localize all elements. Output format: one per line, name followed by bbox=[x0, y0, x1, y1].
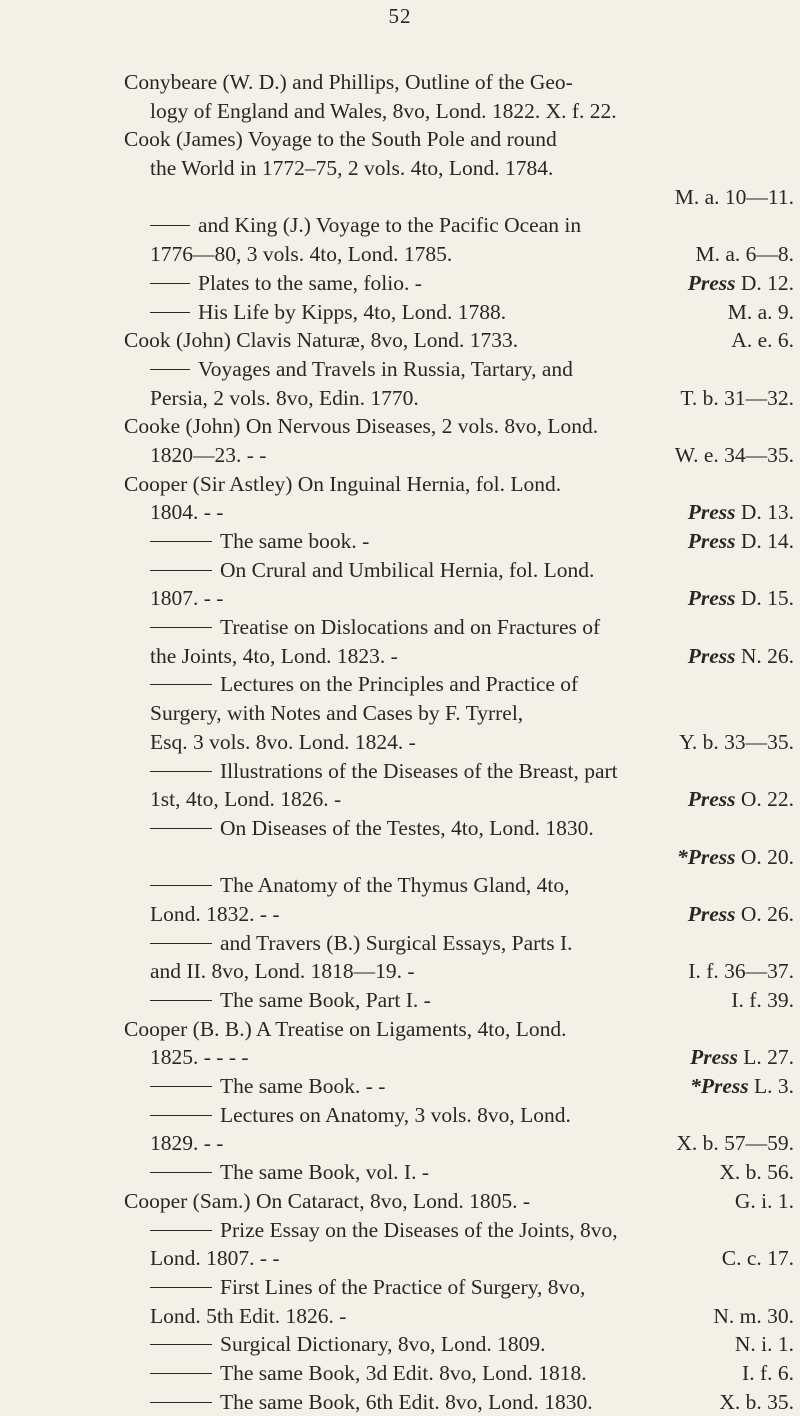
entry-text: The same Book, Part I. - bbox=[220, 988, 431, 1012]
shelf-press-label: Press bbox=[687, 901, 736, 926]
ditto-rule bbox=[150, 684, 212, 685]
entry-text: Cooper (Sir Astley) On Inguinal Hernia, fol. Lond. bbox=[124, 471, 562, 496]
catalogue-line bbox=[124, 125, 794, 154]
shelf-press-label: Press bbox=[687, 787, 736, 812]
catalogue-line bbox=[124, 1388, 794, 1416]
shelf-mark bbox=[722, 1244, 794, 1273]
ditto-rule bbox=[150, 1230, 212, 1231]
entry-text: Persia, 2 vols. 8vo, Edin. 1770. bbox=[150, 385, 419, 410]
catalogue-line bbox=[124, 183, 794, 212]
entry-text: 1807. - - bbox=[150, 586, 224, 611]
entry-text: Lond. 5th Edit. 1826. - bbox=[150, 1303, 347, 1328]
entry-text: 1804. - - bbox=[150, 500, 224, 525]
catalogue-line bbox=[124, 1302, 794, 1331]
catalogue-line bbox=[124, 154, 794, 183]
entry-text: and Travers (B.) Surgical Essays, Parts I. bbox=[220, 930, 573, 955]
ditto-rule bbox=[150, 828, 212, 829]
ditto-rule bbox=[150, 369, 190, 370]
shelf-location: X. b. 57—59. bbox=[676, 1131, 794, 1156]
entry-text: the Joints, 4to, Lond. 1823. - bbox=[150, 643, 398, 668]
catalogue-line bbox=[124, 498, 794, 527]
catalogue-line bbox=[124, 1330, 794, 1359]
ditto-rule bbox=[150, 570, 212, 571]
catalogue-line bbox=[124, 269, 794, 298]
entry-text: Cooper (B. B.) A Treatise on Ligaments, 4to, Lond. bbox=[124, 1016, 567, 1041]
shelf-location: X. b. 56. bbox=[719, 1160, 794, 1185]
shelf-location: I. f. 6. bbox=[742, 1360, 794, 1385]
ditto-rule bbox=[150, 1086, 212, 1087]
shelf-mark bbox=[680, 384, 794, 413]
shelf-mark bbox=[731, 986, 794, 1015]
shelf-location: D. 12. bbox=[735, 270, 794, 295]
shelf-location: T. b. 31—32. bbox=[680, 385, 794, 410]
shelf-mark bbox=[688, 785, 794, 814]
ditto-rule bbox=[150, 943, 212, 944]
entry-text: Voyages and Travels in Russia, Tartary, and bbox=[198, 356, 573, 381]
catalogue-line bbox=[124, 1129, 794, 1158]
entry-text: logy of England and Wales, 8vo, Lond. 1822. X. f. 22. bbox=[150, 98, 617, 123]
catalogue-line bbox=[124, 613, 794, 642]
shelf-location: M. a. 9. bbox=[727, 299, 794, 324]
catalogue-line bbox=[124, 355, 794, 384]
shelf-press-label: Press bbox=[687, 586, 736, 611]
catalogue-line bbox=[124, 527, 794, 556]
entry-text: First Lines of the Practice of Surgery, 8vo, bbox=[220, 1274, 586, 1299]
shelf-press-label: Press bbox=[687, 529, 736, 553]
entry-text: On Crural and Umbilical Hernia, fol. Lond. bbox=[220, 557, 595, 582]
ditto-rule bbox=[150, 1000, 212, 1001]
entry-text: Illustrations of the Diseases of the Breast, part bbox=[220, 758, 618, 783]
shelf-location: L. 3. bbox=[748, 1074, 794, 1099]
entry-text: Prize Essay on the Diseases of the Joints, 8vo, bbox=[220, 1217, 618, 1242]
shelf-mark bbox=[695, 240, 794, 269]
entry-text: On Diseases of the Testes, 4to, Lond. 1830. bbox=[220, 815, 594, 840]
entry-text: 1776—80, 3 vols. 4to, Lond. 1785. bbox=[150, 242, 453, 267]
entry-text: The same Book, 3d Edit. 8vo, Lond. 1818. bbox=[220, 1360, 587, 1385]
entry-text: Lond. 1807. - - bbox=[150, 1246, 280, 1271]
shelf-location: I. f. 36—37. bbox=[688, 959, 794, 984]
shelf-mark bbox=[688, 900, 794, 929]
ditto-rule bbox=[150, 225, 190, 226]
shelf-mark bbox=[688, 642, 794, 671]
shelf-location: M. a. 10—11. bbox=[674, 184, 794, 209]
shelf-press-label: Press bbox=[690, 1045, 738, 1070]
shelf-location: N. 26. bbox=[735, 643, 794, 668]
shelf-location: O. 26. bbox=[735, 901, 794, 926]
entry-text: Cook (John) Clavis Naturæ, 8vo, Lond. 1733. bbox=[124, 328, 519, 353]
entry-text: Lectures on Anatomy, 3 vols. 8vo, Lond. bbox=[220, 1102, 571, 1127]
shelf-location: Y. b. 33—35. bbox=[679, 729, 794, 754]
shelf-mark bbox=[735, 1330, 794, 1359]
shelf-press-label: Press bbox=[687, 270, 736, 295]
catalogue-line bbox=[124, 929, 794, 958]
entry-text: The same Book, vol. I. - bbox=[220, 1160, 429, 1185]
catalogue-line bbox=[124, 1101, 794, 1130]
shelf-mark bbox=[742, 1359, 794, 1388]
catalogue-line bbox=[124, 670, 794, 699]
entry-text: and II. 8vo, Lond. 1818—19. - bbox=[150, 959, 415, 984]
ditto-rule bbox=[150, 1373, 212, 1374]
ditto-rule bbox=[150, 1402, 212, 1403]
shelf-mark bbox=[676, 1129, 794, 1158]
catalogue-line bbox=[124, 1158, 794, 1187]
shelf-location: O. 22. bbox=[735, 787, 794, 812]
shelf-location: W. e. 34—35. bbox=[674, 442, 794, 467]
entry-text: The same book. - bbox=[220, 529, 370, 553]
shelf-press-label: *Press bbox=[676, 844, 736, 869]
shelf-mark bbox=[735, 1187, 794, 1216]
shelf-mark bbox=[688, 957, 794, 986]
catalogue-line bbox=[124, 986, 794, 1015]
entry-text: 1825. - - - - bbox=[150, 1045, 249, 1070]
entry-text: Cooper (Sam.) On Cataract, 8vo, Lond. 1805. - bbox=[124, 1188, 531, 1213]
shelf-location: X. b. 35. bbox=[719, 1389, 794, 1414]
shelf-location: L. 27. bbox=[737, 1045, 794, 1070]
catalogue-line bbox=[124, 1273, 794, 1302]
shelf-mark bbox=[675, 183, 794, 212]
entry-text: His Life by Kipps, 4to, Lond. 1788. bbox=[198, 299, 507, 324]
catalogue-line bbox=[124, 584, 794, 613]
catalogue-line bbox=[124, 728, 794, 757]
catalogue-line bbox=[124, 1072, 794, 1101]
shelf-mark bbox=[677, 843, 794, 872]
catalogue-line bbox=[124, 900, 794, 929]
entry-text: Surgical Dictionary, 8vo, Lond. 1809. bbox=[220, 1332, 546, 1357]
entry-text: Cook (James) Voyage to the South Pole and round bbox=[124, 127, 557, 152]
shelf-mark bbox=[690, 1043, 794, 1072]
catalogue-entries bbox=[124, 68, 794, 1416]
entry-text: 1829. - - bbox=[150, 1131, 224, 1156]
catalogue-line bbox=[124, 757, 794, 786]
catalogue-line bbox=[124, 785, 794, 814]
shelf-mark bbox=[719, 1158, 794, 1187]
page-number: 52 bbox=[388, 4, 412, 28]
entry-text: Lectures on the Principles and Practice of bbox=[220, 672, 579, 697]
catalogue-line bbox=[124, 68, 794, 97]
catalogue-line bbox=[124, 699, 794, 728]
entry-text: Surgery, with Notes and Cases by F. Tyrrel, bbox=[150, 701, 524, 726]
catalogue-line bbox=[124, 298, 794, 327]
shelf-location: I. f. 39. bbox=[731, 988, 794, 1012]
catalogue-line bbox=[124, 1244, 794, 1273]
shelf-press-label: *Press bbox=[690, 1074, 749, 1099]
catalogue-line bbox=[124, 211, 794, 240]
ditto-rule bbox=[150, 1344, 212, 1345]
entry-text: Treatise on Dislocations and on Fractures of bbox=[220, 615, 601, 640]
entry-text: The same Book, 6th Edit. 8vo, Lond. 1830. bbox=[220, 1389, 593, 1414]
entry-text: The same Book. - - bbox=[220, 1074, 386, 1099]
shelf-press-label: Press bbox=[687, 500, 736, 525]
catalogue-line bbox=[124, 556, 794, 585]
catalogue-line bbox=[124, 412, 794, 441]
catalogue-line bbox=[124, 1043, 794, 1072]
entry-text: Plates to the same, folio. - bbox=[198, 270, 422, 295]
shelf-mark bbox=[731, 326, 794, 355]
shelf-mark bbox=[713, 1302, 794, 1331]
entry-text: Lond. 1832. - - bbox=[150, 901, 280, 926]
ditto-rule bbox=[150, 1287, 212, 1288]
shelf-mark bbox=[719, 1388, 794, 1416]
shelf-location: D. 14. bbox=[735, 529, 794, 553]
shelf-location: A. e. 6. bbox=[731, 328, 794, 353]
shelf-mark bbox=[675, 441, 794, 470]
shelf-mark bbox=[688, 584, 794, 613]
entry-text: Esq. 3 vols. 8vo. Lond. 1824. - bbox=[150, 729, 416, 754]
catalogue-line bbox=[124, 441, 794, 470]
catalogue-line bbox=[124, 871, 794, 900]
ditto-rule bbox=[150, 283, 190, 284]
entry-text: the World in 1772–75, 2 vols. 4to, Lond. 1784. bbox=[150, 156, 554, 181]
ditto-rule bbox=[150, 1115, 212, 1116]
ditto-rule bbox=[150, 541, 212, 542]
shelf-mark bbox=[688, 269, 794, 298]
shelf-press-label: Press bbox=[687, 643, 736, 668]
catalogue-line bbox=[124, 843, 794, 872]
shelf-mark bbox=[728, 298, 794, 327]
catalogue-line bbox=[124, 326, 794, 355]
catalogue-line bbox=[124, 97, 794, 126]
catalogue-line bbox=[124, 384, 794, 413]
shelf-location: M. a. 6—8. bbox=[695, 242, 794, 267]
catalogue-line bbox=[124, 470, 794, 499]
catalogue-line bbox=[124, 1015, 794, 1044]
shelf-location: G. i. 1. bbox=[734, 1188, 794, 1213]
ditto-rule bbox=[150, 312, 190, 313]
ditto-rule bbox=[150, 885, 212, 886]
shelf-mark bbox=[688, 527, 794, 556]
shelf-location: C. c. 17. bbox=[721, 1246, 794, 1271]
shelf-location: N. i. 1. bbox=[734, 1332, 794, 1357]
entry-text: Conybeare (W. D.) and Phillips, Outline of the Geo- bbox=[124, 70, 573, 94]
ditto-rule bbox=[150, 627, 212, 628]
entry-text: 1st, 4to, Lond. 1826. - bbox=[150, 787, 342, 812]
shelf-mark bbox=[690, 1072, 794, 1101]
shelf-mark bbox=[679, 728, 794, 757]
ditto-rule bbox=[150, 771, 212, 772]
shelf-mark bbox=[688, 498, 794, 527]
shelf-location: O. 20. bbox=[735, 844, 794, 869]
catalogue-line bbox=[124, 240, 794, 269]
entry-text: and King (J.) Voyage to the Pacific Ocean in bbox=[198, 213, 582, 238]
entry-text: The Anatomy of the Thymus Gland, 4to, bbox=[220, 873, 570, 898]
shelf-location: D. 13. bbox=[735, 500, 794, 525]
catalogue-line bbox=[124, 1359, 794, 1388]
shelf-location: N. m. 30. bbox=[713, 1303, 794, 1328]
entry-text: Cooke (John) On Nervous Diseases, 2 vols. 8vo, Lond. bbox=[124, 414, 599, 439]
entry-text: 1820—23. - - bbox=[150, 442, 267, 467]
shelf-location: D. 15. bbox=[735, 586, 794, 611]
catalogue-line bbox=[124, 1216, 794, 1245]
ditto-rule bbox=[150, 1172, 212, 1173]
catalogue-line bbox=[124, 957, 794, 986]
catalogue-line bbox=[124, 814, 794, 843]
catalogue-line bbox=[124, 1187, 794, 1216]
catalogue-line bbox=[124, 642, 794, 671]
